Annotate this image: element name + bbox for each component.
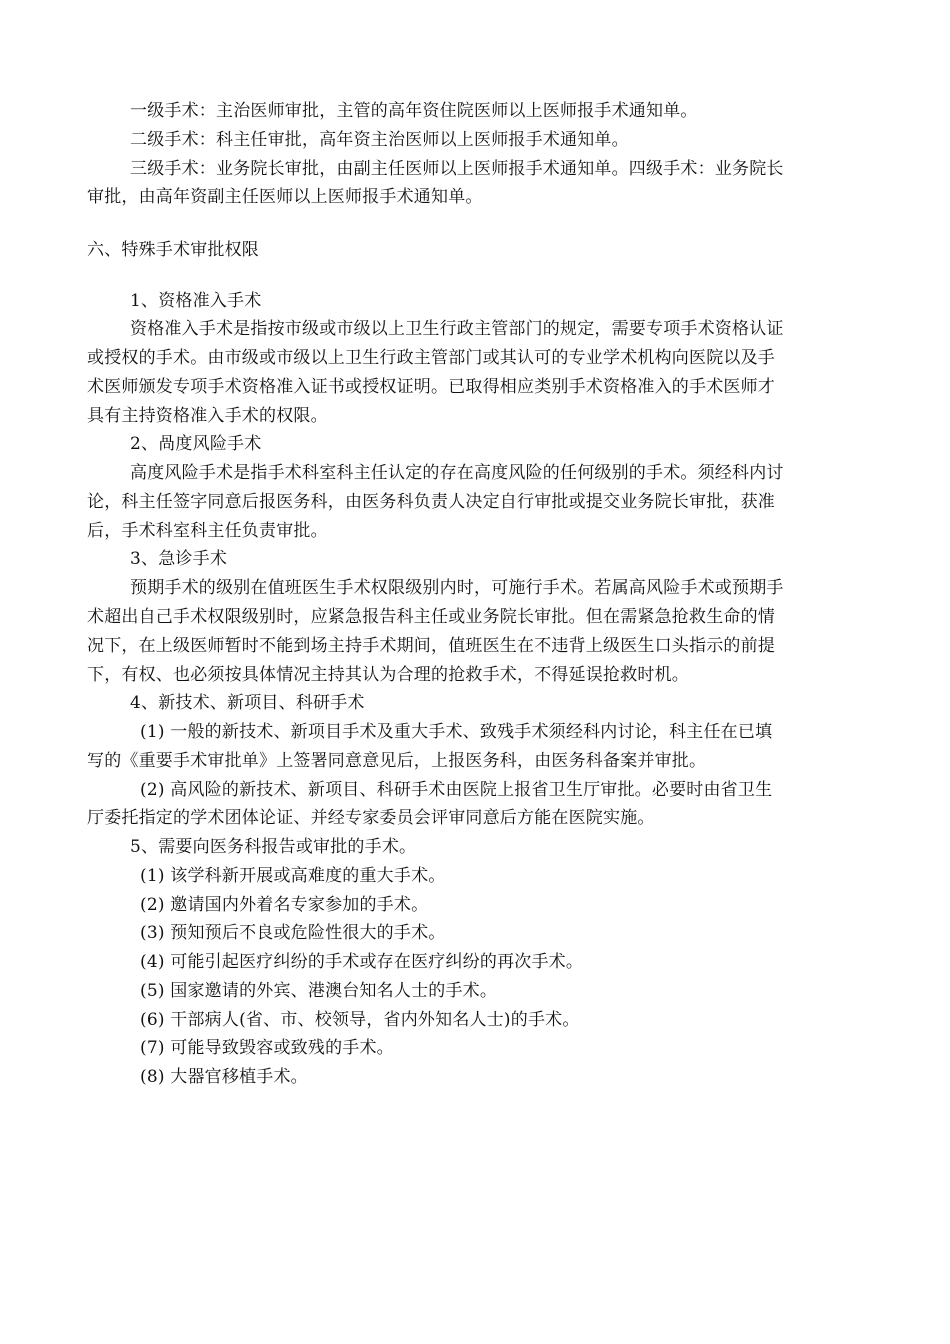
paragraph-line: 预期手术的级别在值班医生手术权限级别内时，可施行手术。若属高风险手术或预期手 — [130, 578, 784, 598]
paragraph-line: 厅委托指定的学术团体论证、并经专家委员会评审同意后方能在医院实施。 — [87, 808, 655, 828]
paragraph-line: 术医师颁发专项手术资格准入证书或授权证明。已取得相应类别手术资格准入的手术医师才 — [87, 377, 775, 397]
paragraph-line: 二级手术：科主任审批，高年资主治医师以上医师报手术通知单。 — [130, 130, 629, 150]
list-item: (6) 干部病人(省、市、校领导，省内外知名人士)的手术。 — [140, 1010, 580, 1030]
paragraph-line: (1) 一般的新技术、新项目手术及重大手术、致残手术须经科内讨论，科主任在已填 — [140, 722, 773, 742]
paragraph-line: 审批，由高年资副主任医师以上医师报手术通知单。 — [87, 187, 483, 207]
section-heading: 六、特殊手术审批权限 — [87, 240, 259, 260]
paragraph-line: 况下，在上级医师暂时不能到场主持手术期间，值班医生在不违背上级医生口头指示的前提 — [87, 636, 775, 656]
paragraph-line: 一级手术：主治医师审批，主管的高年资住院医师以上医师报手术通知单。 — [130, 101, 698, 121]
list-item: (3) 预知预后不良或危险性很大的手术。 — [140, 923, 446, 943]
paragraph-line: 下，有权、也必须按具体情况主持其认为合理的抢救手术，不得延误抢救时机。 — [87, 665, 689, 685]
paragraph-line: 具有主持资格准入手术的权限。 — [87, 406, 328, 426]
list-item: (4) 可能引起医疗纠纷的手术或存在医疗纠纷的再次手术。 — [140, 952, 584, 972]
list-item: (7) 可能导致毁容或致残的手术。 — [140, 1038, 394, 1058]
subsection-heading: 3、急诊手术 — [130, 549, 228, 569]
subsection-heading: 5、需要向医务科报告或审批的手术。 — [130, 837, 417, 857]
subsection-heading: 2、咼度风险手术 — [130, 434, 262, 454]
paragraph-line: 高度风险手术是指手术科室科主任认定的存在高度风险的任何级别的手术。须经科内讨 — [130, 463, 784, 483]
list-item: (5) 国家邀请的外宾、港澳台知名人士的手术。 — [140, 981, 498, 1001]
list-item: (8) 大器官移植手术。 — [140, 1067, 308, 1087]
paragraph-line: (2) 高风险的新技术、新项目、科研手术由医院上报省卫生厅审批。必要时由省卫生 — [140, 780, 773, 800]
subsection-heading: 1、资格准入手术 — [130, 291, 262, 311]
list-item: (1) 该学科新开展或高难度的重大手术。 — [140, 866, 446, 886]
paragraph-line: 后，手术科室科主任负责审批。 — [87, 521, 328, 541]
paragraph-line: 术超出自己手术权限级别时，应紧急报告科主任或业务院长审批。但在需紧急抢救生命的情 — [87, 607, 775, 627]
paragraph-line: 写的《重要手术审批单》上签署同意意见后，上报医务科，由医务科备案并审批。 — [87, 751, 707, 771]
paragraph-line: 资格准入手术是指按市级或市级以上卫生行政主管部门的规定，需要专项手术资格认证 — [130, 319, 784, 339]
paragraph-line: 论，科主任签字同意后报医务科，由医务科负责人决定自行审批或提交业务院长审批，获准 — [87, 492, 775, 512]
list-item: (2) 邀请国内外着名专家参加的手术。 — [140, 895, 429, 915]
paragraph-line: 三级手术：业务院长审批，由副主任医师以上医师报手术通知单。四级手术：业务院长 — [130, 159, 784, 179]
paragraph-line: 或授权的手术。由市级或市级以上卫生行政主管部门或其认可的专业学术机构向医院以及手 — [87, 348, 775, 368]
subsection-heading: 4、新技术、新项目、科研手术 — [130, 693, 365, 713]
